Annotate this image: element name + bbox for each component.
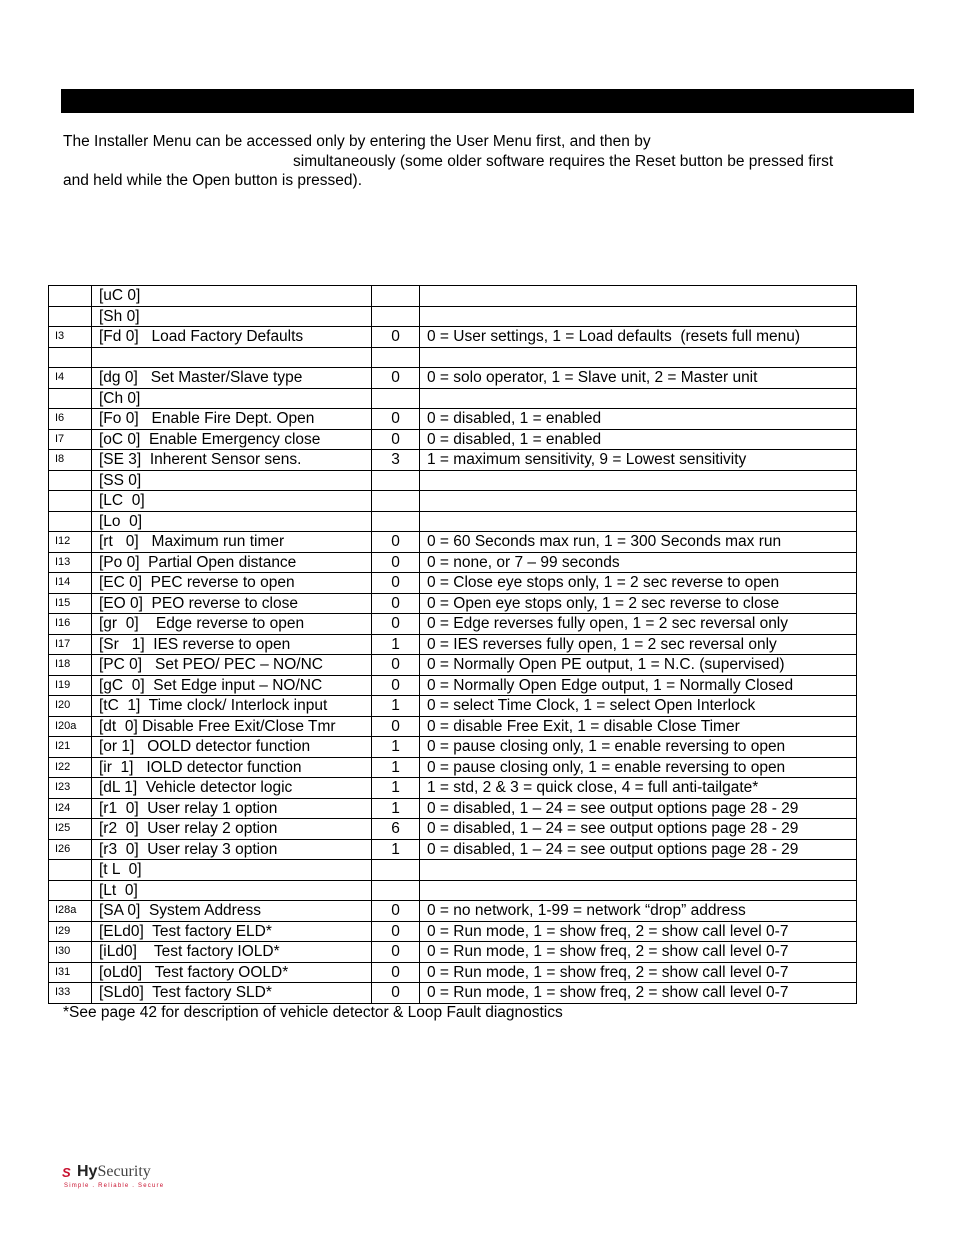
menu-row <box>49 962 857 983</box>
logo-tagline: Simple . Reliable . Secure <box>64 1183 165 1189</box>
menu-item-default <box>372 347 420 368</box>
menu-item-description: 0 = Normally Open PE output, 1 = N.C. (supervised) <box>420 655 857 676</box>
menu-item-number: I13 <box>49 552 92 573</box>
menu-item-description: 0 = disabled, 1 – 24 = see output options page 28 - 29 <box>420 819 857 840</box>
intro-line-1: The Installer Menu can be accessed only by entering the User Menu first, and then by <box>63 133 651 150</box>
menu-item-description: 0 = Normally Open Edge output, 1 = Normally Closed <box>420 675 857 696</box>
menu-item-code: [Fd 0] Load Factory Defaults <box>92 327 372 348</box>
menu-row <box>49 716 857 737</box>
menu-item-description: 0 = Run mode, 1 = show freq, 2 = show call level 0-7 <box>420 942 857 963</box>
hysecurity-logo <box>62 1163 165 1194</box>
menu-item-code: [r1 0] User relay 1 option <box>92 798 372 819</box>
menu-item-number: I31 <box>49 962 92 983</box>
menu-item-default: 0 <box>372 675 420 696</box>
menu-row <box>49 778 857 799</box>
menu-item-number <box>49 511 92 532</box>
intro-line-2: simultaneously (some older software requires the Reset button be pressed first <box>293 152 834 170</box>
menu-item-description <box>420 286 857 307</box>
menu-row <box>49 614 857 635</box>
menu-item-default <box>372 511 420 532</box>
menu-item-description: 0 = disabled, 1 = enabled <box>420 409 857 430</box>
logo-brand-bold: Hy <box>77 1163 98 1180</box>
menu-item-number: I8 <box>49 450 92 471</box>
menu-row <box>49 388 857 409</box>
menu-item-number: I15 <box>49 593 92 614</box>
menu-item-default: 1 <box>372 778 420 799</box>
menu-item-default: 0 <box>372 368 420 389</box>
footnote: *See page 42 for description of vehicle detector & Loop Fault diagnostics <box>63 1004 563 1021</box>
menu-item-code: [gC 0] Set Edge input – NO/NC <box>92 675 372 696</box>
menu-row <box>49 901 857 922</box>
menu-item-number <box>49 306 92 327</box>
menu-item-description: 0 = Open eye stops only, 1 = 2 sec reverse to close <box>420 593 857 614</box>
menu-item-number: I19 <box>49 675 92 696</box>
menu-item-default: 0 <box>372 921 420 942</box>
menu-item-number <box>49 880 92 901</box>
menu-row <box>49 327 857 348</box>
menu-item-code: [rt 0] Maximum run timer <box>92 532 372 553</box>
menu-row <box>49 880 857 901</box>
menu-item-number <box>49 491 92 512</box>
menu-item-default: 3 <box>372 450 420 471</box>
logo-brand-rest: Security <box>97 1163 151 1180</box>
menu-item-default: 0 <box>372 901 420 922</box>
menu-item-description: 0 = Run mode, 1 = show freq, 2 = show call level 0-7 <box>420 921 857 942</box>
menu-row <box>49 491 857 512</box>
menu-item-description: 0 = Edge reverses fully open, 1 = 2 sec reversal only <box>420 614 857 635</box>
menu-item-number <box>49 470 92 491</box>
menu-item-number: I3 <box>49 327 92 348</box>
menu-item-default: 1 <box>372 757 420 778</box>
menu-item-description <box>420 306 857 327</box>
menu-item-default: 1 <box>372 634 420 655</box>
menu-item-number: I21 <box>49 737 92 758</box>
menu-row <box>49 429 857 450</box>
menu-item-number: I20 <box>49 696 92 717</box>
menu-item-description: 0 = pause closing only, 1 = enable reversing to open <box>420 737 857 758</box>
menu-item-default: 0 <box>372 429 420 450</box>
menu-item-description: 0 = solo operator, 1 = Slave unit, 2 = Master unit <box>420 368 857 389</box>
menu-item-description: 1 = maximum sensitivity, 9 = Lowest sensitivity <box>420 450 857 471</box>
menu-item-code: [or 1] OOLD detector function <box>92 737 372 758</box>
menu-item-number: I16 <box>49 614 92 635</box>
menu-row <box>49 839 857 860</box>
menu-item-default: 0 <box>372 655 420 676</box>
menu-item-description <box>420 388 857 409</box>
menu-item-number: I14 <box>49 573 92 594</box>
menu-item-default: 0 <box>372 573 420 594</box>
menu-item-number: I26 <box>49 839 92 860</box>
menu-row <box>49 593 857 614</box>
menu-item-number: I33 <box>49 983 92 1004</box>
menu-row <box>49 860 857 881</box>
menu-item-default: 6 <box>372 819 420 840</box>
menu-item-description: 0 = select Time Clock, 1 = select Open Interlock <box>420 696 857 717</box>
menu-row <box>49 675 857 696</box>
menu-item-description: 0 = no network, 1-99 = network “drop” address <box>420 901 857 922</box>
menu-item-description: 1 = std, 2 & 3 = quick close, 4 = full anti-tailgate* <box>420 778 857 799</box>
menu-row <box>49 819 857 840</box>
logo-brand <box>77 1163 151 1181</box>
menu-item-default <box>372 880 420 901</box>
menu-item-number: I28a <box>49 901 92 922</box>
menu-item-description <box>420 511 857 532</box>
menu-item-code: [Sh 0] <box>92 306 372 327</box>
menu-item-code: [SLd0] Test factory SLD* <box>92 983 372 1004</box>
menu-item-description: 0 = IES reverses fully open, 1 = 2 sec reversal only <box>420 634 857 655</box>
menu-item-code: [LC 0] <box>92 491 372 512</box>
menu-item-code: [Ch 0] <box>92 388 372 409</box>
menu-item-code: [SS 0] <box>92 470 372 491</box>
menu-item-default <box>372 470 420 491</box>
menu-item-number: I17 <box>49 634 92 655</box>
menu-item-description: 0 = Run mode, 1 = show freq, 2 = show call level 0-7 <box>420 962 857 983</box>
menu-item-default <box>372 306 420 327</box>
menu-item-description <box>420 860 857 881</box>
menu-item-default: 0 <box>372 327 420 348</box>
menu-item-default: 1 <box>372 737 420 758</box>
menu-item-description: 0 = Run mode, 1 = show freq, 2 = show call level 0-7 <box>420 983 857 1004</box>
menu-item-default <box>372 491 420 512</box>
menu-item-number <box>49 388 92 409</box>
logo-mark-icon: S <box>62 1165 71 1180</box>
intro-line-3: and held while the Open button is pressed). <box>63 172 362 189</box>
menu-item-default: 0 <box>372 942 420 963</box>
menu-row <box>49 634 857 655</box>
menu-item-code: [Fo 0] Enable Fire Dept. Open <box>92 409 372 430</box>
menu-row <box>49 737 857 758</box>
menu-item-code: [r3 0] User relay 3 option <box>92 839 372 860</box>
menu-item-number: I22 <box>49 757 92 778</box>
menu-item-code: [iLd0] Test factory IOLD* <box>92 942 372 963</box>
menu-item-default: 0 <box>372 593 420 614</box>
menu-row <box>49 573 857 594</box>
menu-item-description <box>420 470 857 491</box>
menu-row <box>49 306 857 327</box>
menu-row <box>49 470 857 491</box>
menu-item-code: [dt 0] Disable Free Exit/Close Tmr <box>92 716 372 737</box>
menu-item-code: [uC 0] <box>92 286 372 307</box>
menu-item-description: 0 = none, or 7 – 99 seconds <box>420 552 857 573</box>
menu-item-number: I24 <box>49 798 92 819</box>
menu-row <box>49 921 857 942</box>
menu-item-default <box>372 388 420 409</box>
menu-item-default: 1 <box>372 696 420 717</box>
section-title-bar <box>61 89 914 113</box>
menu-row <box>49 696 857 717</box>
menu-item-number: I30 <box>49 942 92 963</box>
menu-item-description: 0 = User settings, 1 = Load defaults (resets full menu) <box>420 327 857 348</box>
menu-item-description: 0 = 60 Seconds max run, 1 = 300 Seconds max run <box>420 532 857 553</box>
menu-row <box>49 511 857 532</box>
menu-item-number: I29 <box>49 921 92 942</box>
menu-item-description: 0 = disabled, 1 – 24 = see output options page 28 - 29 <box>420 839 857 860</box>
menu-item-default: 0 <box>372 962 420 983</box>
menu-item-code <box>92 347 372 368</box>
menu-item-code: [SE 3] Inherent Sensor sens. <box>92 450 372 471</box>
menu-item-default: 0 <box>372 983 420 1004</box>
menu-item-default: 1 <box>372 839 420 860</box>
menu-item-number <box>49 347 92 368</box>
installer-menu-table <box>48 285 857 1004</box>
menu-item-default: 1 <box>372 798 420 819</box>
menu-item-code: [oLd0] Test factory OOLD* <box>92 962 372 983</box>
menu-item-code: [ELd0] Test factory ELD* <box>92 921 372 942</box>
menu-item-code: [Lt 0] <box>92 880 372 901</box>
menu-item-code: [t L 0] <box>92 860 372 881</box>
menu-item-number: I6 <box>49 409 92 430</box>
menu-item-default: 0 <box>372 409 420 430</box>
menu-item-number: I25 <box>49 819 92 840</box>
menu-item-code: [Po 0] Partial Open distance <box>92 552 372 573</box>
menu-item-code: [r2 0] User relay 2 option <box>92 819 372 840</box>
menu-item-code: [SA 0] System Address <box>92 901 372 922</box>
menu-item-number: I20a <box>49 716 92 737</box>
menu-row <box>49 532 857 553</box>
menu-item-default <box>372 286 420 307</box>
menu-item-description: 0 = disabled, 1 – 24 = see output options page 28 - 29 <box>420 798 857 819</box>
menu-item-code: [gr 0] Edge reverse to open <box>92 614 372 635</box>
menu-item-code: [Sr 1] IES reverse to open <box>92 634 372 655</box>
menu-item-default: 0 <box>372 552 420 573</box>
intro-paragraph <box>63 132 903 191</box>
menu-item-number: I18 <box>49 655 92 676</box>
menu-row <box>49 798 857 819</box>
menu-row <box>49 347 857 368</box>
menu-item-number: I4 <box>49 368 92 389</box>
menu-item-code: [Lo 0] <box>92 511 372 532</box>
menu-item-code: [ir 1] IOLD detector function <box>92 757 372 778</box>
menu-item-default: 0 <box>372 716 420 737</box>
menu-item-default <box>372 860 420 881</box>
menu-item-number: I23 <box>49 778 92 799</box>
menu-item-code: [oC 0] Enable Emergency close <box>92 429 372 450</box>
menu-row <box>49 368 857 389</box>
menu-item-default: 0 <box>372 614 420 635</box>
menu-item-description <box>420 491 857 512</box>
menu-item-number: I7 <box>49 429 92 450</box>
menu-item-description: 0 = disable Free Exit, 1 = disable Close Timer <box>420 716 857 737</box>
menu-item-description: 0 = Close eye stops only, 1 = 2 sec reverse to open <box>420 573 857 594</box>
menu-row <box>49 552 857 573</box>
menu-item-code: [EO 0] PEO reverse to close <box>92 593 372 614</box>
menu-item-description: 0 = disabled, 1 = enabled <box>420 429 857 450</box>
menu-row <box>49 450 857 471</box>
menu-row <box>49 983 857 1004</box>
menu-row <box>49 409 857 430</box>
menu-item-code: [dg 0] Set Master/Slave type <box>92 368 372 389</box>
menu-item-description <box>420 880 857 901</box>
menu-row <box>49 757 857 778</box>
menu-item-number <box>49 860 92 881</box>
menu-row <box>49 942 857 963</box>
menu-item-code: [dL 1] Vehicle detector logic <box>92 778 372 799</box>
menu-item-code: [PC 0] Set PEO/ PEC – NO/NC <box>92 655 372 676</box>
menu-item-code: [EC 0] PEC reverse to open <box>92 573 372 594</box>
menu-item-number: I12 <box>49 532 92 553</box>
menu-item-number <box>49 286 92 307</box>
menu-item-description <box>420 347 857 368</box>
menu-item-default: 0 <box>372 532 420 553</box>
menu-item-description: 0 = pause closing only, 1 = enable reversing to open <box>420 757 857 778</box>
menu-item-code: [tC 1] Time clock/ Interlock input <box>92 696 372 717</box>
menu-row <box>49 655 857 676</box>
menu-row <box>49 286 857 307</box>
